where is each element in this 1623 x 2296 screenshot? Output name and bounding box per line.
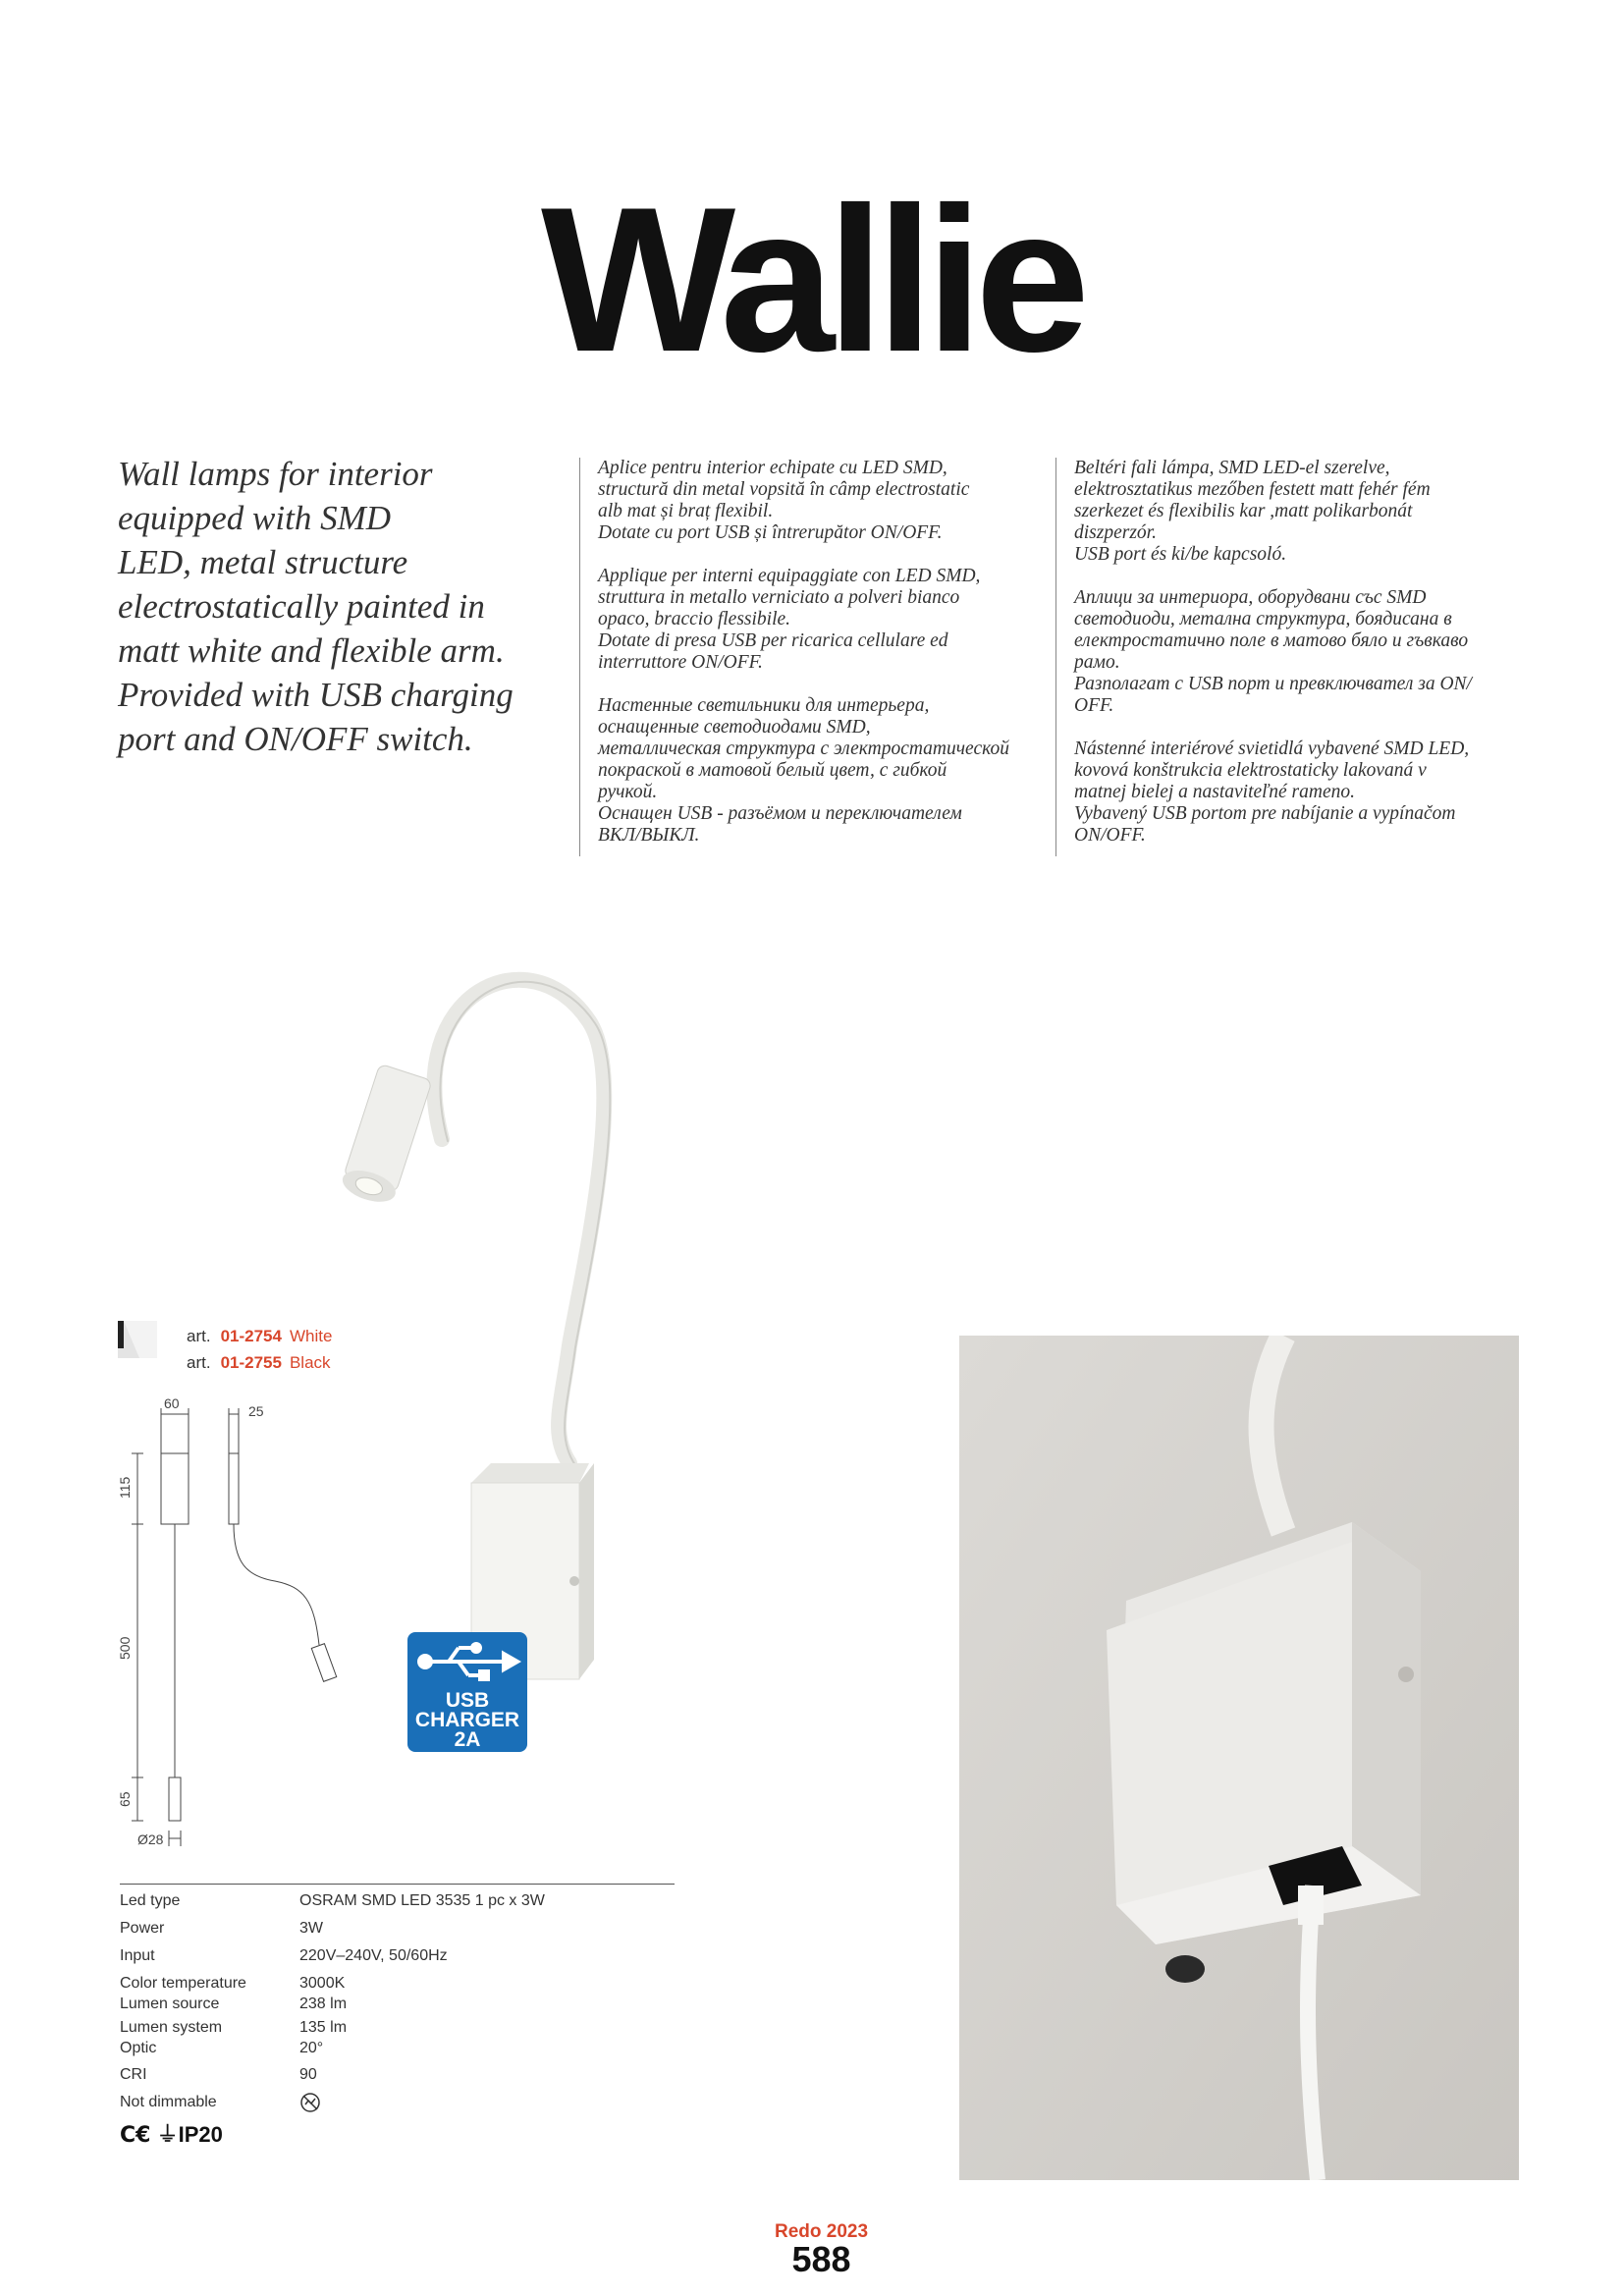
article-row-black [187, 1353, 331, 1373]
description-sk: Nástenné interiérové svietidlá vybavené SMD LED, kovová konštrukcia elektrostaticky lakovaná v matnej bielej a nastaviteľné rameno. Vybavený USB portom pre nabíjanie a vypínačom ON/OFF. [1074, 738, 1470, 846]
usb-icon [407, 1632, 527, 1691]
article-color: White [289, 1327, 333, 1345]
description-column-3 [1055, 458, 1545, 856]
ip-rating: IP20 [178, 2122, 223, 2147]
dim-diameter: Ø28 [137, 1831, 164, 1847]
footer-brand: Redo 2023 [774, 2221, 869, 2242]
dim-arm: 500 [117, 1636, 133, 1660]
description-bg: Аплици за интериора, оборудвани със SMD светодиоди, метална структура, боядисана в електростатично поле в матово бяло и гъвкаво рамо. Разполагат с USB порт и превключвател за ON/ OFF. [1074, 587, 1472, 716]
spec-table: Led type OSRAM SMD LED 3535 1 pc x 3W Power 3W Input 220V–240V, 50/60Hz Color temperature 3000K Lumen source 238 lm Lumen system 135 lm Optic 20° CRI 90 Not dimmable [120, 1884, 675, 1885]
usb-charger-badge [407, 1632, 527, 1752]
usb-badge-line1: USB [445, 1689, 490, 1712]
usb-badge-line2: CHARGER [414, 1709, 520, 1731]
certifications [120, 2118, 223, 2149]
ce-mark-icon: C€ [120, 2123, 151, 2148]
description-ru: Настенные светильники для интерьера, оснащенные светодиодами SMD, металлическая структура с электростатической покраской в матовой белый цвет, с гибкой ручкой. Оснащен USB - разъёмом и переключателем ВКЛ/ВЫКЛ. [598, 695, 1009, 846]
description-ro: Aplice pentru interior echipate cu LED SMD, structură din metal vopsită în câmp electrostatic alb mat și braț flexibil. Dotate cu port USB și întrerupător ON/OFF. [598, 458, 970, 543]
description-it: Applique per interni equipaggiate con LED SMD, struttura in metallo verniciato a polveri bianco opaco, braccio flessibile. Dotate di presa USB per ricarica cellulare ed interruttore ON/OFF. [598, 566, 981, 673]
page-number: 588 [791, 2239, 851, 2279]
dim-width: 60 [164, 1395, 180, 1411]
description-column-2 [579, 458, 1059, 856]
article-color: Black [289, 1353, 331, 1372]
dim-height: 115 [117, 1476, 133, 1499]
usb-badge-line3: 2A [454, 1728, 481, 1751]
dim-head: 65 [117, 1791, 133, 1807]
page-title: Wallie [540, 164, 1083, 395]
article-number: 01-2755 [220, 1353, 282, 1372]
article-prefix: art. [187, 1353, 211, 1372]
fixture-thumbnail-icon [118, 1321, 157, 1358]
ground-class-icon: ⏚ [156, 2123, 179, 2148]
lead-description: Wall lamps for interior equipped with SMD LED, metal structure electrostatically painted in matt white and flexible arm. Provided with USB charging port and ON/OFF switch. [118, 455, 514, 758]
not-dimmable-icon [299, 2092, 321, 2113]
article-prefix: art. [187, 1327, 211, 1345]
dimension-drawing [108, 1394, 403, 1856]
article-number: 01-2754 [220, 1327, 282, 1345]
article-row-white [187, 1327, 332, 1346]
dim-depth: 25 [248, 1403, 264, 1419]
mounted-lamp-photo [959, 1336, 1519, 2180]
description-hu: Beltéri fali lámpa, SMD LED-el szerelve, elektrosztatikus mezőben festett matt fehér fém szerkezet és flexibilis kar ,matt polikarbonát diszperzór. USB port és ki/be kapcsoló. [1074, 458, 1431, 565]
